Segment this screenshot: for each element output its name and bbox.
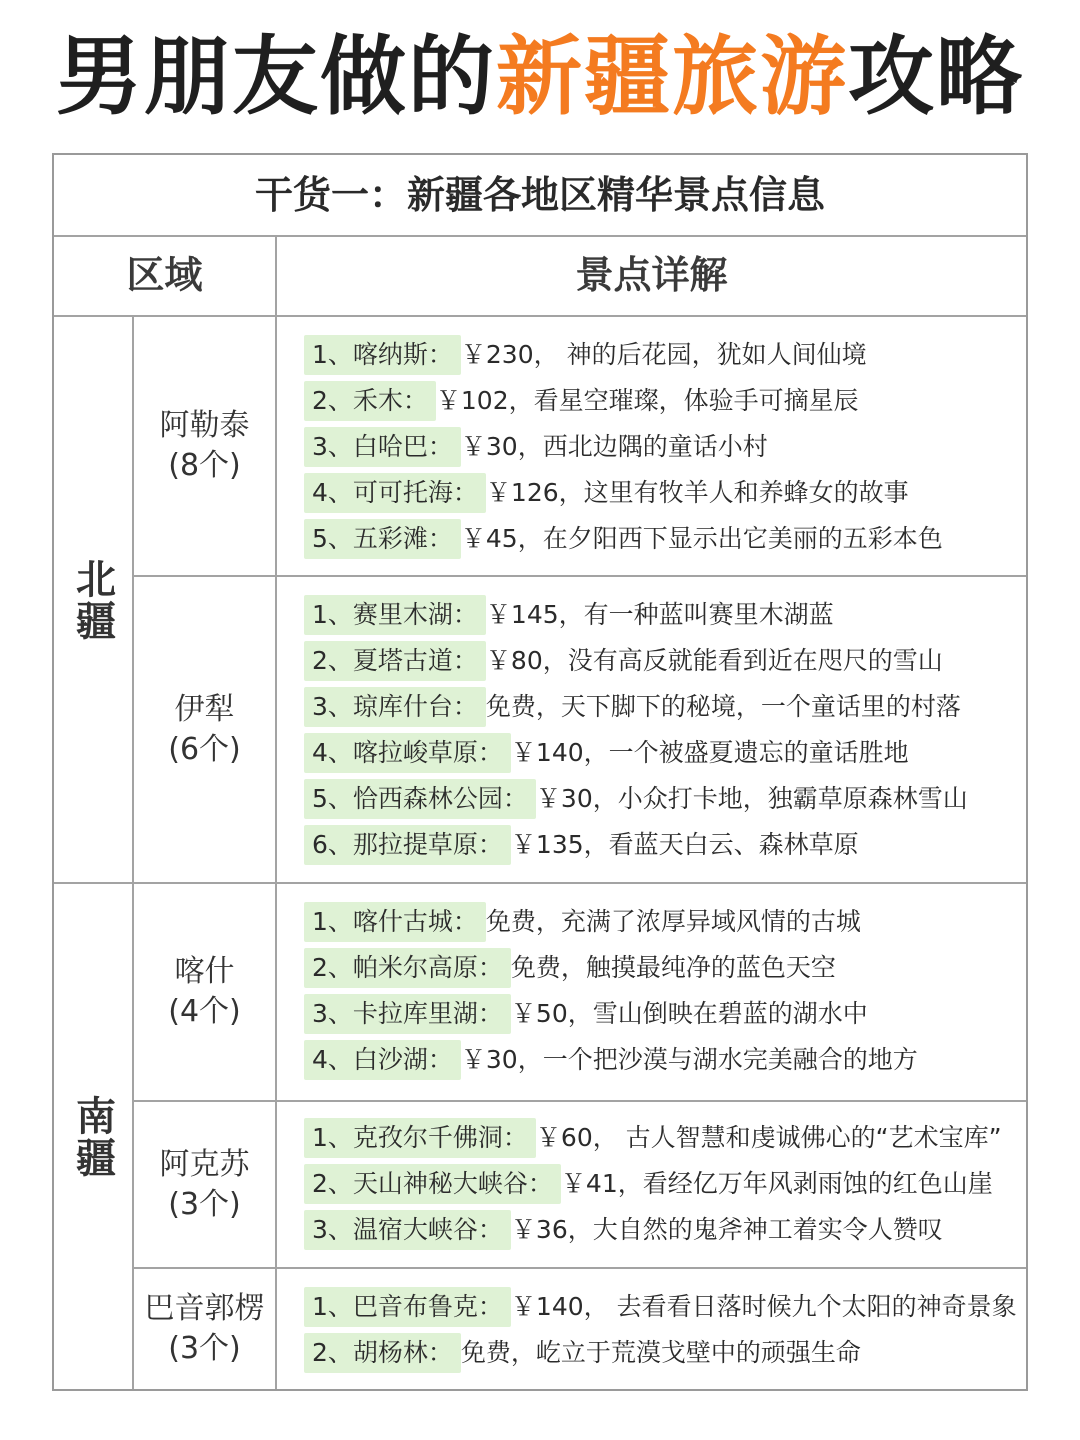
attraction-name-tag: 3、温宿大峡谷：	[304, 1210, 511, 1250]
list-item	[304, 948, 836, 988]
attraction-description: ￥140，一个被盛夏遗忘的童话胜地	[510, 738, 909, 767]
attraction-name-tag: 2、帕米尔高原：	[304, 948, 511, 988]
list-item	[304, 1040, 918, 1080]
attraction-name-tag: 2、夏塔古道：	[304, 641, 486, 681]
list-item	[304, 779, 968, 819]
attraction-name-tag: 2、天山神秘大峡谷：	[304, 1164, 561, 1204]
list-item	[304, 595, 834, 635]
list-item	[304, 994, 868, 1034]
list-item	[304, 335, 867, 375]
attraction-description: ￥30，西北边隅的童话小村	[460, 432, 768, 461]
attraction-name-tag: 4、喀拉峻草原：	[304, 733, 511, 773]
title-part-2: 攻略	[848, 27, 1024, 127]
south-xinjiang-label: 南疆	[69, 1094, 116, 1179]
attraction-name-tag: 1、喀纳斯：	[304, 335, 461, 375]
attraction-description: ￥45，在夕阳西下显示出它美丽的五彩本色	[460, 524, 943, 553]
attraction-name-tag: 2、禾木：	[304, 381, 436, 421]
attraction-description: ￥80，没有高反就能看到近在咫尺的雪山	[485, 646, 943, 675]
attraction-description: ￥102，看星空璀璨，体验手可摘星辰	[435, 386, 859, 415]
attraction-description: ￥41，看经亿万年风剥雨蚀的红色山崖	[560, 1169, 993, 1198]
attraction-name-tag: 3、白哈巴：	[304, 427, 461, 467]
attraction-name-tag: 5、五彩滩：	[304, 519, 461, 559]
region-name: 巴音郭楞	[144, 1291, 265, 1326]
attraction-name-tag: 1、赛里木湖：	[304, 595, 486, 635]
divider	[275, 235, 277, 1389]
north-xinjiang-label: 北疆	[69, 557, 116, 642]
attraction-description: ￥36，大自然的鬼斧神工着实令人赞叹	[510, 1215, 943, 1244]
attraction-description: ￥50，雪山倒映在碧蓝的湖水中	[510, 999, 868, 1028]
list-item	[304, 1210, 943, 1250]
region-count: (6个)	[168, 731, 241, 767]
region-kashgar	[134, 884, 275, 1100]
region-count: (4个)	[168, 994, 241, 1029]
attraction-description: ￥145，有一种蓝叫赛里木湖蓝	[485, 600, 834, 629]
attraction-name-tag: 2、胡杨林：	[304, 1333, 461, 1373]
attraction-description: 免费，触摸最纯净的蓝色天空	[510, 953, 836, 982]
attraction-description: ￥30，小众打卡地，独霸草原森林雪山	[535, 784, 968, 813]
list-item	[304, 381, 859, 421]
attraction-name-tag: 4、可可托海：	[304, 473, 486, 513]
list-item	[304, 1164, 993, 1204]
column-header-region: 区域	[126, 253, 203, 297]
attraction-name-tag: 6、那拉提草原：	[304, 825, 511, 865]
attraction-name-tag: 1、巴音布鲁克：	[304, 1287, 511, 1327]
region-altay	[134, 317, 275, 575]
attraction-name-tag: 5、恰西森林公园：	[304, 779, 536, 819]
attraction-name-tag: 4、白沙湖：	[304, 1040, 461, 1080]
list-item	[304, 687, 961, 727]
region-count: (8个)	[168, 448, 241, 483]
table-subtitle: 干货一：新疆各地区精华景点信息	[254, 173, 825, 217]
list-item	[304, 1333, 861, 1373]
attraction-name-tag: 1、克孜尔千佛洞：	[304, 1118, 536, 1158]
attraction-description: ￥140， 去看看日落时候九个太阳的神奇景象	[510, 1292, 1017, 1321]
attractions-table	[52, 153, 1028, 1391]
column-header-detail: 景点详解	[575, 253, 728, 297]
region-name: 阿克苏	[159, 1146, 250, 1182]
region-bayingolin	[134, 1269, 275, 1389]
list-item	[304, 641, 943, 681]
attraction-description: ￥126，这里有牧羊人和养蜂女的故事	[485, 478, 909, 507]
list-item	[304, 1118, 1002, 1158]
list-item	[304, 519, 943, 559]
region-aksu	[134, 1102, 275, 1267]
page-title	[0, 22, 1080, 132]
region-count: (3个)	[168, 1331, 241, 1366]
region-count: (3个)	[168, 1186, 241, 1222]
region-name: 伊犁	[174, 691, 235, 727]
attraction-name-tag: 3、琼库什台：	[304, 687, 486, 727]
attraction-description: 免费，屹立于荒漠戈壁中的顽强生命	[460, 1338, 861, 1367]
title-part-1: 男朋友做的	[56, 27, 496, 127]
list-item	[304, 1287, 1017, 1327]
attraction-name-tag: 3、卡拉库里湖：	[304, 994, 511, 1034]
list-item	[304, 473, 909, 513]
list-item	[304, 427, 768, 467]
region-name: 喀什	[174, 954, 235, 989]
attraction-name-tag: 1、喀什古城：	[304, 902, 486, 942]
list-item	[304, 825, 859, 865]
attraction-description: ￥30，一个把沙漠与湖水完美融合的地方	[460, 1045, 918, 1074]
list-item	[304, 902, 861, 942]
attraction-description: ￥230， 神的后花园，犹如人间仙境	[460, 340, 867, 369]
region-name: 阿勒泰	[159, 408, 250, 443]
attraction-description: 免费，天下脚下的秘境，一个童话里的村落	[485, 692, 961, 721]
list-item	[304, 733, 909, 773]
attraction-description: 免费，充满了浓厚异域风情的古城	[485, 907, 861, 936]
attraction-description: ￥135，看蓝天白云、森林草原	[510, 830, 859, 859]
region-ili	[134, 577, 275, 882]
attraction-description: ￥60， 古人智慧和虔诚佛心的“艺术宝库”	[535, 1123, 1002, 1152]
title-highlight: 新疆旅游	[496, 27, 848, 127]
